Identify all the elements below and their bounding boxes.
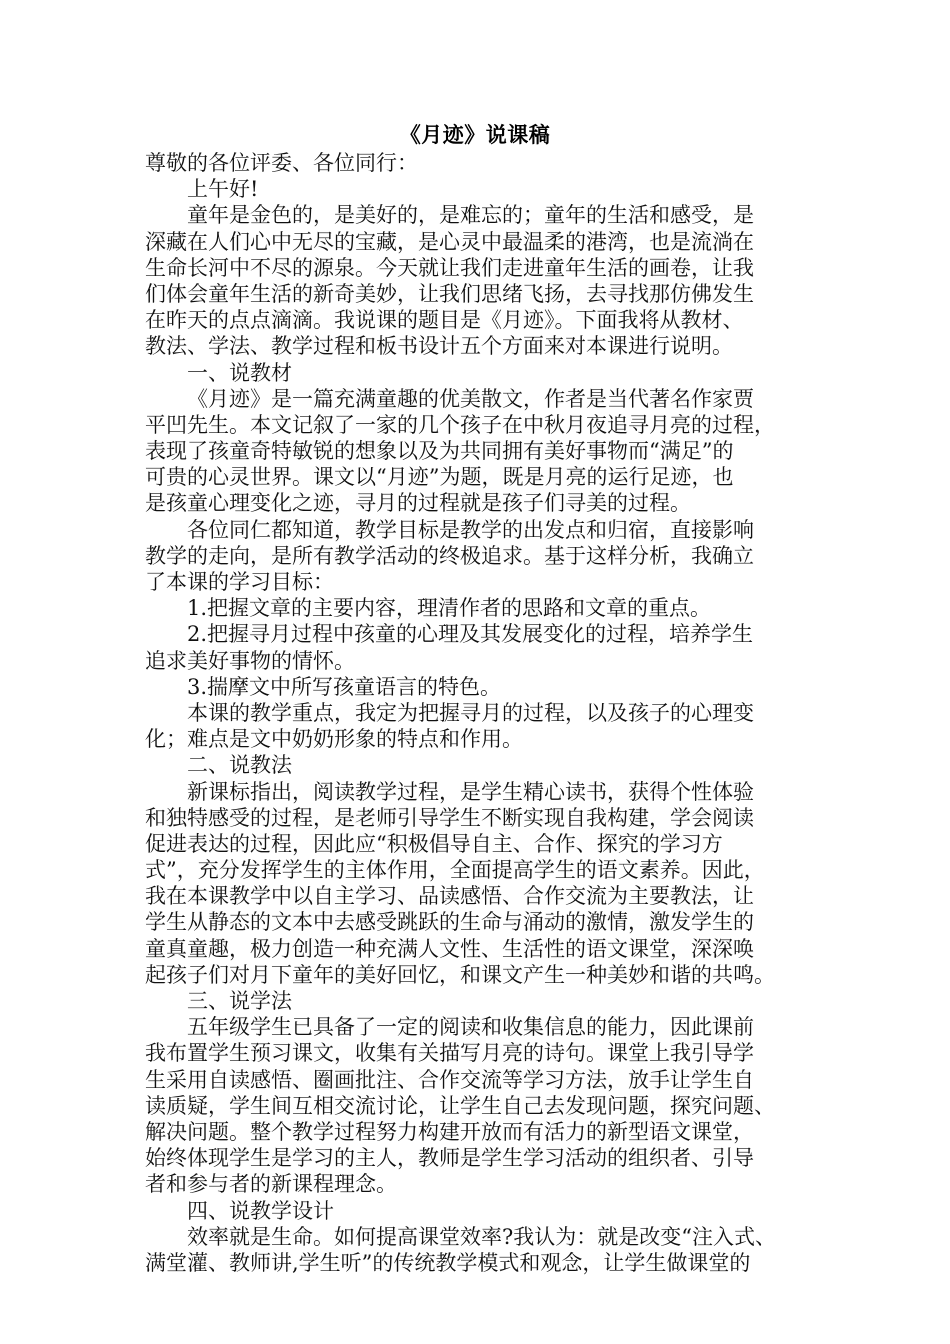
text-line: 我布置学生预习课文，收集有关描写月亮的诗句。课堂上我引导学 [145, 1041, 754, 1066]
text-line: 起孩子们对月下童年的美好回忆，和课文产生一种美妙和谐的共鸣。 [145, 962, 775, 987]
text-line: 生命长河中不尽的源泉。今天就让我们走进童年生活的画卷，让我 [145, 255, 754, 280]
text-line: 效率就是生命。如何提高课堂效率?我认为：就是改变“注入式、 [187, 1224, 776, 1249]
text-line: 满堂灌、教师讲,学生听”的传统教学模式和观念，让学生做课堂的 [145, 1250, 751, 1275]
text-line: 新课标指出，阅读教学过程，是学生精心读书，获得个性体验 [187, 779, 754, 804]
text-line: 3.揣摩文中所写孩童语言的特色。 [187, 674, 502, 699]
text-line: 可贵的心灵世界。课文以“月迹”为题，既是月亮的运行足迹，也 [145, 465, 734, 490]
document-body [145, 150, 805, 1276]
text-line: 我在本课教学中以自主学习、品读感悟、合作交流为主要教法，让 [145, 884, 754, 909]
text-line: 二、说教法 [187, 753, 292, 778]
text-line: 童真童趣，极力创造一种充满人文性、生活性的语文课堂，深深唤 [145, 936, 754, 961]
text-line: 五年级学生已具备了一定的阅读和收集信息的能力，因此课前 [187, 1015, 754, 1040]
text-line: 一、说教材 [187, 360, 292, 385]
text-line: 者和参与者的新课程理念。 [145, 1172, 397, 1197]
text-line: 三、说学法 [187, 989, 292, 1013]
text-line: 教学的走向，是所有教学活动的终极追求。基于这样分析，我确立 [145, 543, 754, 568]
text-line: 四、说教学设计 [187, 1198, 334, 1223]
text-line: 式”，充分发挥学生的主体作用，全面提高学生的语文素养。因此， [145, 858, 765, 883]
text-line: 了本课的学习目标： [145, 570, 334, 594]
text-line: 上午好! [187, 177, 259, 202]
document-title: 《月迹》说课稿 [399, 123, 551, 147]
text-line: 各位同仁都知道，教学目标是教学的出发点和归宿，直接影响 [187, 517, 754, 542]
text-line: 教法、学法、教学过程和板书设计五个方面来对本课进行说明。 [145, 334, 733, 359]
text-line: 童年是金色的，是美好的，是难忘的；童年的生活和感受，是 [187, 203, 754, 228]
text-line: 1.把握文章的主要内容，理清作者的思路和文章的重点。 [187, 596, 712, 621]
text-line: 化；难点是文中奶奶形象的特点和作用。 [145, 727, 523, 752]
text-line: 促进表达的过程，因此应“积极倡导自主、合作、探究的学习方 [145, 831, 723, 856]
text-line: 2.把握寻月过程中孩童的心理及其发展变化的过程，培养学生 [187, 622, 754, 647]
text-line: 学生从静态的文本中去感受跳跃的生命与涌动的激情，激发学生的 [145, 910, 754, 935]
text-line: 生采用自读感悟、圈画批注、合作交流等学习方法，放手让学生自 [145, 1067, 754, 1092]
text-line: 们体会童年生活的新奇美妙，让我们思绪飞扬，去寻找那仿佛发生 [145, 281, 754, 306]
text-line: 本课的教学重点，我定为把握寻月的过程，以及孩子的心理变 [187, 700, 754, 725]
text-line: 《月迹》是一篇充满童趣的优美散文，作者是当代著名作家贾 [187, 386, 754, 411]
text-line: 解决问题。整个教学过程努力构建开放而有活力的新型语文课堂， [145, 1119, 754, 1144]
text-line: 尊敬的各位评委、各位同行： [145, 151, 418, 175]
text-line: 表现了孩童奇特敏锐的想象以及为共同拥有美好事物而“满足”的 [145, 439, 734, 464]
text-line: 追求美好事物的情怀。 [145, 648, 355, 673]
text-line: 和独特感受的过程，是老师引导学生不断实现自我构建，学会阅读 [145, 805, 754, 830]
text-line: 始终体现学生是学习的主人，教师是学生学习活动的组织者、引导 [145, 1146, 754, 1171]
text-line: 读质疑，学生间互相交流讨论，让学生自己去发现问题，探究问题、 [145, 1093, 775, 1118]
text-line: 平凹先生。本文记叙了一家的几个孩子在中秋月夜追寻月亮的过程， [145, 412, 775, 437]
text-line: 深藏在人们心中无尽的宝藏，是心灵中最温柔的港湾，也是流淌在 [145, 229, 754, 254]
text-line: 是孩童心理变化之迹，寻月的过程就是孩子们寻美的过程。 [145, 491, 691, 516]
text-line: 在昨天的点点滴滴。我说课的题目是《月迹》。下面我将从教材、 [145, 308, 744, 333]
